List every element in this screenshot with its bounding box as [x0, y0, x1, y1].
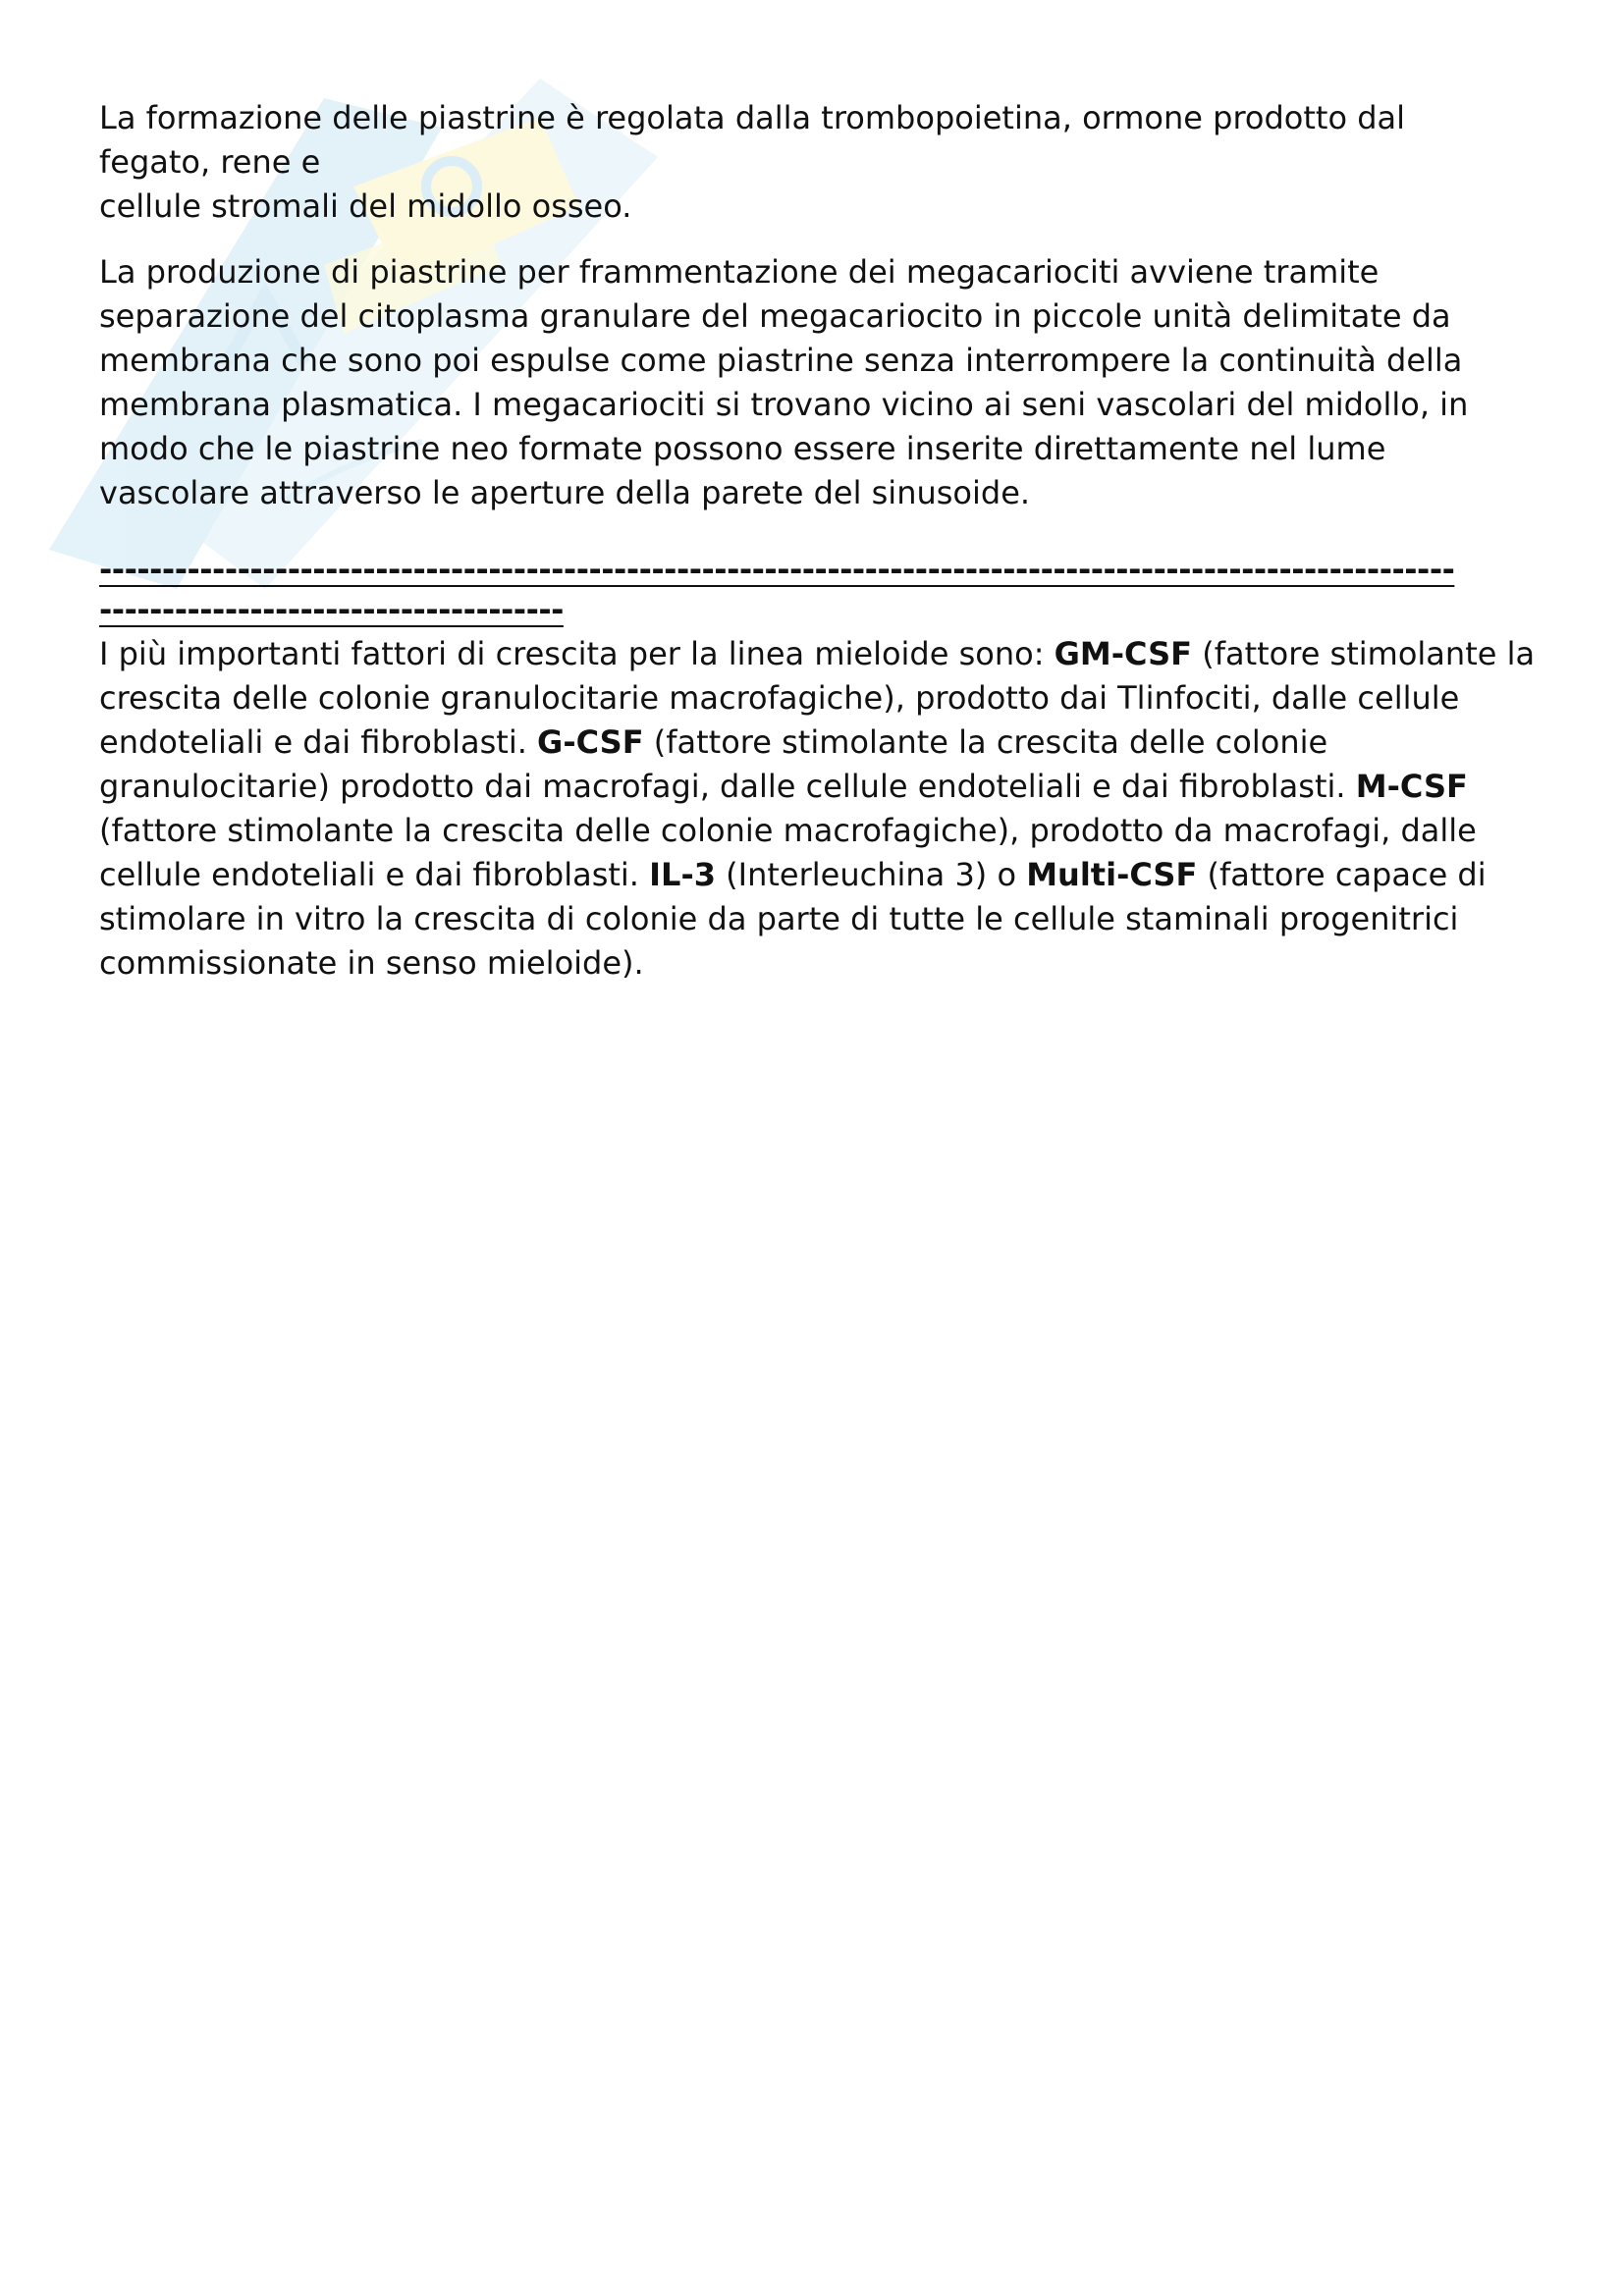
- text-span: (fattore stimolante la crescita delle colonie granulocitarie) prodotto dai macrofagi, dalle cellule endoteliali e dai fibroblasti.: [99, 723, 1356, 805]
- paragraph-line: fegato, rene e: [99, 143, 321, 181]
- text-span: (fattore stimolante la crescita delle colonie granulocitarie macrofagiche), prodotto dai Tlinfociti, dalle cellule endoteliali e dai fibroblasti.: [99, 635, 1536, 761]
- term-m-csf: M-CSF: [1355, 768, 1468, 805]
- document-page: [99, 96, 1542, 986]
- term-il-3: IL-3: [649, 856, 716, 893]
- term-gm-csf: GM-CSF: [1054, 635, 1193, 672]
- text-span: (fattore stimolante la crescita delle colonie macrofagiche), prodotto da macrofagi, dalle cellule endoteliali e dai fibroblasti.: [99, 812, 1477, 893]
- text-span: (Interleuchina 3) o: [715, 856, 1027, 893]
- text-span: (fattore capace di stimolare in vitro la crescita di colonie da parte di tutte le cellule staminali progenitrici commissionate in senso mieloide).: [99, 856, 1487, 982]
- paragraph-platelet-formation: [99, 96, 1542, 229]
- paragraph-growth-factors: [99, 632, 1542, 986]
- term-multi-csf: Multi-CSF: [1026, 856, 1198, 893]
- paragraph-line: La formazione delle piastrine è regolata dalla trombopoietina, ormone prodotto dal: [99, 99, 1406, 136]
- paragraph-line: cellule stromali del midollo osseo.: [99, 187, 632, 225]
- separator-line-2: -------------------------------------: [99, 591, 564, 628]
- dashed-separator: [99, 551, 1542, 632]
- paragraph-platelet-production: La produzione di piastrine per frammentazione dei megacariociti avviene tramite separazione del citoplasma granulare del megacariocito in piccole unità delimitate da membrana che sono poi espulse come piastrine senza interrompere la continuità della membrana plasmatica. I megacariociti si trovano vicino ai seni vascolari del midollo, in modo che le piastrine neo formate possono essere inserite direttamente nel lume vascolare attraverso le aperture della parete del sinusoide.: [99, 253, 1469, 511]
- term-g-csf: G-CSF: [537, 723, 644, 761]
- separator-line-1: ------------------------------------------------------------------------------------------------------------: [99, 551, 1455, 588]
- text-span: I più importanti fattori di crescita per la linea mieloide sono:: [99, 635, 1055, 672]
